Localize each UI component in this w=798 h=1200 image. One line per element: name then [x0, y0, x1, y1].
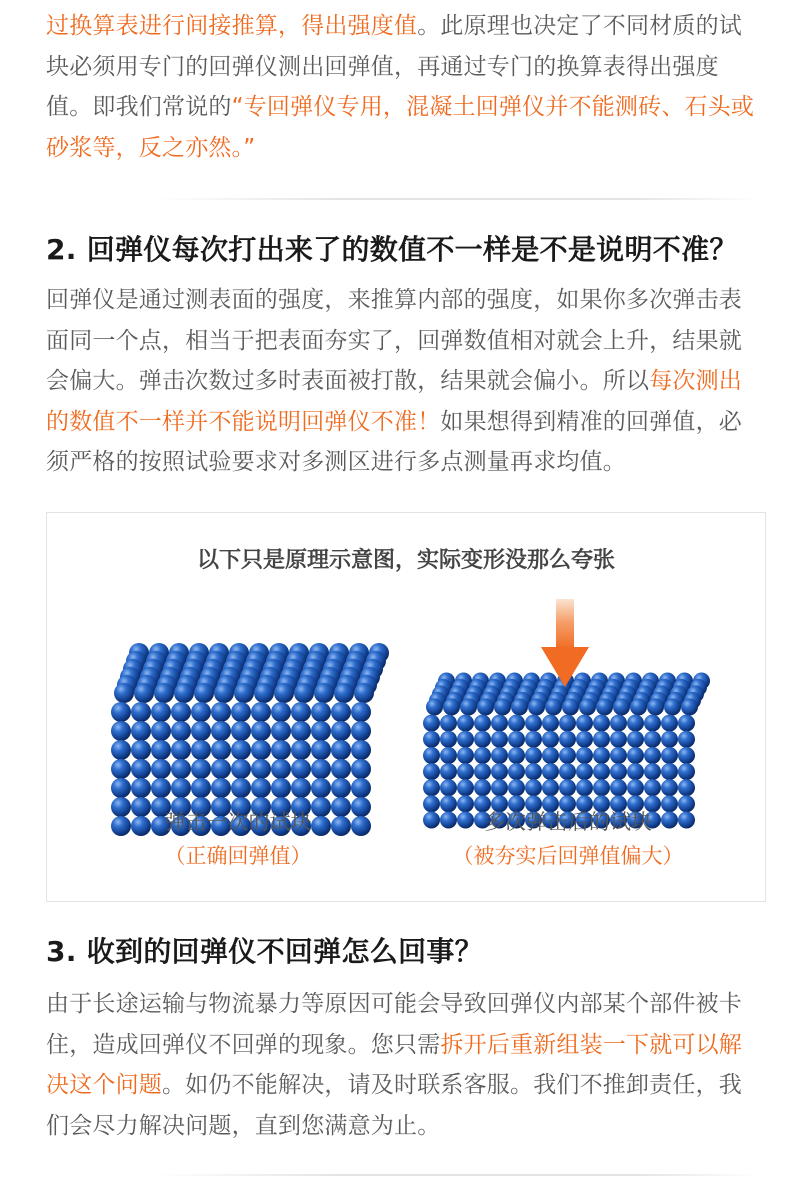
section-2-text-1: 回弹仪是通过测表面的强度，来推算内部的强度，如果你多次弹击表面同一个点，相当于把表面夯实了，回弹数值相对就会上升，结果就会偏大。弹击次数过多时表面被打散，结果就会偏小。所以	[46, 287, 742, 394]
left-block-note: （正确回弹值）	[164, 844, 312, 868]
section-3-heading: 3. 收到的回弹仪不回弹怎么回事？	[46, 935, 483, 968]
section-3-text-2: 。如仍不能解决，请及时联系客服。我们不推卸责任，我们会尽力解决问题，直到您满意为止。	[46, 1072, 742, 1139]
intro-highlight-1: 过换算表进行间接推算，得出强度值	[46, 13, 418, 39]
right-block-note: （被夯实后回弹值偏大）	[452, 844, 684, 868]
intro-paragraph	[46, 6, 762, 168]
section-3-text-1: 由于长途运输与物流暴力等原因可能会导致回弹仪内部某个部件被卡住，造成回弹仪不回弹的现象。您只需	[46, 991, 742, 1058]
left-block-name: 弹击一次的试块	[164, 810, 312, 834]
divider-bottom	[155, 1174, 759, 1176]
section-2-text-2: 如果想得到精准的回弹值，必须严格的按照试验要求对多测区进行多点测量再求均值。	[46, 408, 743, 475]
intro-text-1: 。此原理也决定了不同材质的试块必须用专门的回弹仪测出回弹值，再通过专门的换算表得出强度值。即我们常说的	[46, 13, 743, 120]
intro-highlight-2: “专回弹仪专用，混凝土回弹仪并不能测砖、石头或砂浆等，反之亦然。”	[46, 94, 755, 161]
section-2-highlight: 每次测出的数值不一样并不能说明回弹仪不准！	[46, 368, 743, 435]
divider	[155, 198, 759, 200]
section-2-heading: 2. 回弹仪每次打出来了的数值不一样是不是说明不准？	[46, 233, 738, 266]
diagram-caption: 以下只是原理示意图，实际变形没那么夸张	[196, 548, 615, 573]
right-block-name: 多次弹击后的试块	[484, 810, 652, 834]
section-2-paragraph	[46, 280, 762, 483]
right-block-label	[418, 805, 718, 873]
section-3-paragraph	[46, 984, 762, 1146]
left-block-label	[88, 805, 388, 873]
principle-diagram	[46, 512, 766, 902]
section-3-highlight: 拆开后重新组装一下就可以解决这个问题	[46, 1031, 743, 1098]
